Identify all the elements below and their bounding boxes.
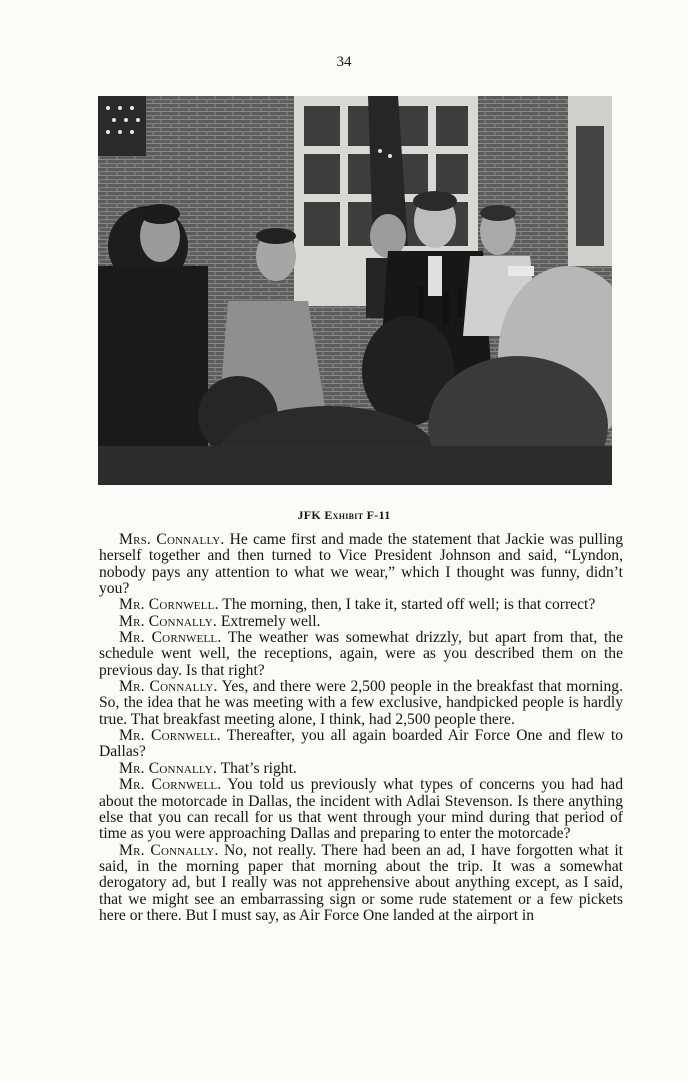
transcript-paragraph xyxy=(99,843,623,925)
paragraph-text: The morning, then, I take it, started off well; is that correct? xyxy=(218,596,596,614)
figure-caption xyxy=(0,508,688,523)
paragraph-text: Yes, and there were 2,500 people in the breakfast that morning. So, the idea that he was meeting with a few exclusive, handpicked people is hardly true. That breakfast meeting alone, I think, had 2,500 people there. xyxy=(99,678,623,728)
page-number: 34 xyxy=(336,54,352,70)
exhibit-photograph xyxy=(98,96,612,485)
transcript-paragraph xyxy=(99,532,623,597)
paragraph-text: He came first and made the statement that Jackie was pulling herself together and then turned to Vice President Johnson and said, “Lyndon, nobody pays any attention to what we wear,” which I thought was funny, didn’t you? xyxy=(99,531,623,598)
paragraph-text: Thereafter, you all again boarded Air Force One and flew to Dallas? xyxy=(99,727,623,761)
transcript-paragraph xyxy=(99,777,623,842)
transcript-paragraph xyxy=(99,679,623,728)
paragraph-text: No, not really. There had been an ad, I have forgotten what it said, in the morning paper that morning about the trip. It was a somewhat derogatory ad, but I really was not apprehensive about anything except, as I said, that we might see an embarrassing sign or some rude statement or a few pickets here or there. But I must say, as Air Force One landed at the airport in xyxy=(99,841,623,924)
speaker-name: Mr. Cornwell. xyxy=(119,629,222,647)
speaker-name: Mr. Connally. xyxy=(119,678,218,696)
transcript-paragraph xyxy=(99,630,623,679)
caption-number: F-11 xyxy=(363,508,391,522)
speaker-name: Mr. Connally. xyxy=(119,759,217,777)
paragraph-text: The weather was somewhat drizzly, but apart from that, the schedule went well, the receptions, again, were as you described them on the previous day. Is that right? xyxy=(99,629,623,679)
caption-name: Exhibit xyxy=(324,508,364,522)
speaker-name: Mr. Connally. xyxy=(119,841,219,859)
speaker-name: Mr. Cornwell. xyxy=(119,596,219,614)
paragraph-text: That’s right. xyxy=(216,759,297,777)
caption-prefix: JFK xyxy=(297,508,325,522)
transcript-paragraph xyxy=(99,761,623,777)
transcript-paragraph xyxy=(99,614,623,630)
speaker-name: Mr. Cornwell. xyxy=(119,776,222,794)
transcript-paragraph xyxy=(99,728,623,761)
speaker-name: Mr. Cornwell. xyxy=(119,727,221,745)
transcript-paragraph xyxy=(99,597,623,613)
speaker-name: Mrs. Connally. xyxy=(119,531,225,548)
paragraph-text: You told us previously what types of concerns you had had about the motorcade in Dallas, the incident with Adlai Stevenson. Is there anything else that you can recall for us that went through your mind during that period of time as you were approaching Dallas and preparing to enter the motorcade? xyxy=(99,776,623,843)
speaker-name: Mr. Connally. xyxy=(119,612,217,630)
paragraph-text: Extremely well. xyxy=(216,612,321,630)
transcript-body xyxy=(99,532,623,924)
